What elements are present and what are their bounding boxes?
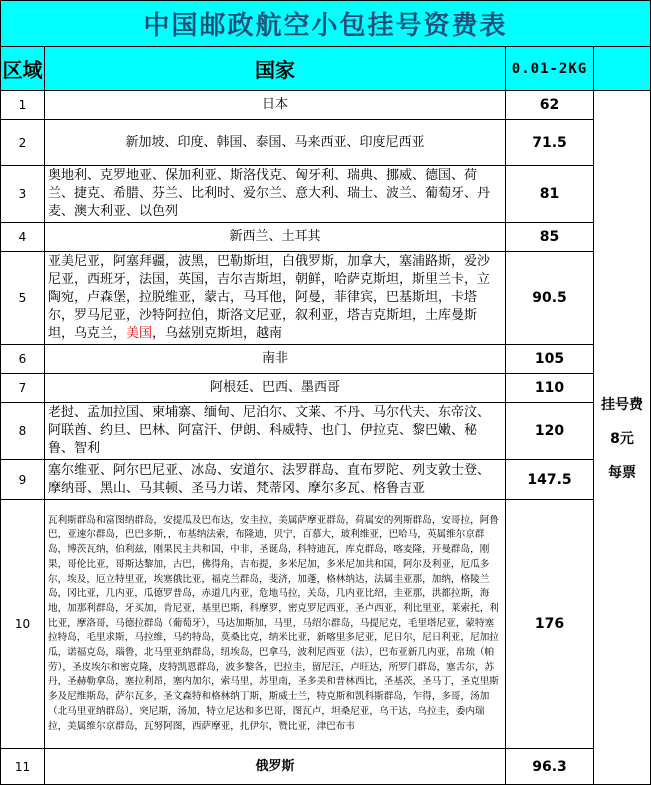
table-row — [1, 252, 651, 345]
table-row — [1, 345, 651, 374]
region-number: 5 — [1, 252, 45, 345]
country-list-part: ，乌兹别克斯坦，越南 — [152, 326, 283, 341]
region-number: 7 — [1, 374, 45, 403]
table-row — [1, 460, 651, 500]
header-weight: 0.01-2KG — [506, 47, 594, 91]
country-list: 日本 — [45, 91, 506, 120]
price-cell: 81 — [506, 166, 594, 223]
price-cell: 85 — [506, 223, 594, 252]
header-region: 区域 — [1, 47, 45, 91]
country-list: 老挝、孟加拉国、柬埔寨、缅甸、尼泊尔、文莱、不丹、马尔代夫、东帝汶、阿联酋、约旦、巴林、阿富汗、伊朗、科威特、也门、伊拉克、黎巴嫩、秘鲁、智利 — [45, 403, 506, 460]
region-number: 8 — [1, 403, 45, 460]
table-row — [1, 749, 651, 785]
country-list: 南非 — [45, 345, 506, 374]
region-number: 4 — [1, 223, 45, 252]
fee-label: 挂号费 — [601, 396, 643, 413]
region-number: 9 — [1, 460, 45, 500]
page-title: 中国邮政航空小包挂号资费表 — [1, 1, 651, 47]
table-row — [1, 403, 651, 460]
price-cell: 71.5 — [506, 120, 594, 166]
region-number: 2 — [1, 120, 45, 166]
highlighted-country: 美国 — [126, 326, 153, 341]
table-row — [1, 120, 651, 166]
country-list: 新西兰、土耳其 — [45, 223, 506, 252]
country-list: 塞尔维亚、阿尔巴尼亚、冰岛、安道尔、法罗群岛、直布罗陀、列支敦士登、摩纳哥、黑山、马其顿、圣马力诺、梵蒂冈、摩尔多瓦、格鲁吉亚 — [45, 460, 506, 500]
country-list: 阿根廷、巴西、墨西哥 — [45, 374, 506, 403]
price-cell: 176 — [506, 500, 594, 749]
price-cell: 120 — [506, 403, 594, 460]
country-list: 新加坡、印度、韩国、泰国、马来西亚、印度尼西亚 — [45, 120, 506, 166]
header-country: 国家 — [45, 47, 506, 91]
fee-unit: 每票 — [608, 464, 636, 481]
region-number: 10 — [1, 500, 45, 749]
table-row — [1, 166, 651, 223]
country-list: 瓦利斯群岛和富图纳群岛，安提瓜及巴布达，安圭拉，美属萨摩亚群岛，荷属安的列斯群岛，安哥拉，阿鲁巴，亚速尔群岛，巴巴多斯，，布基纳法索，布隆迪，贝宁，百慕大，玻利维亚，巴哈马，英属维尔京群岛，博茨瓦纳，伯利兹，刚果民主共和国，中非，圣诞岛，科特迪瓦，库克群岛，喀麦隆，开曼群岛，刚果，哥伦比亚，哥斯达黎加，古巴，佛得角，吉布提，多米尼加，多米尼加共和国，阿尔及利亚，厄瓜多尔，埃及，厄立特里亚，埃塞俄比亚，福克兰群岛，斐济，加蓬，格林纳达，法属圭亚那，加纳，格陵兰岛，冈比亚，几内亚，瓜德罗普岛，赤道几内亚，危地马拉，关岛，几内亚比绍，圭亚那，洪都拉斯，海地，加那利群岛，牙买加，肯尼亚，基里巴斯，科摩罗，密克罗尼西亚，圣卢西亚，利比里亚，莱索托，利比亚，摩洛哥，马德拉群岛（葡萄牙），马达加斯加，马里，马绍尔群岛，马提尼克，毛里塔尼亚，蒙特塞拉特岛，毛里求斯，马拉维，马约特岛，莫桑比克，纳米比亚，新喀里多尼亚，尼日尔，尼日利亚，尼加拉瓜，诺福克岛，瑙鲁，北马里亚纳群岛，纽埃岛，巴拿马，波利尼西亚（法），巴布亚新几内亚，帛琉（帕劳），圣皮埃尔和密克隆，皮特凯恩群岛，波多黎各，巴拉圭，留尼汪，卢旺达，所罗门群岛，塞舌尔，苏丹，圣赫勒拿岛，塞拉利昂，塞内加尔，索马里，苏里南，圣多美和普林西比，圣基茨，圣马丁，圣克里斯多及尼维斯岛，萨尔瓦多，圣文森特和格林纳丁斯，斯威士兰，特克斯和凯科斯群岛，乍得，多哥，汤加（北马里亚纳群岛），突尼斯，汤加，特立尼达和多巴哥，图瓦卢，坦桑尼亚，乌干达，乌拉圭，委内瑞拉，美属维尔京群岛，瓦努阿图，西萨摩亚，扎伊尔，赞比亚，津巴布韦 — [45, 500, 506, 749]
table-row — [1, 91, 651, 120]
country-list: 奥地利、克罗地亚、保加利亚、斯洛伐克、匈牙利、瑞典、挪威、德国、荷兰、捷克、希腊、芬兰、比利时、爱尔兰、意大利、瑞士、波兰、葡萄牙、丹麦、澳大利亚、以色列 — [45, 166, 506, 223]
country-list — [45, 252, 506, 345]
country-list-part: 亚美尼亚，阿塞拜疆，波黑，巴勒斯坦，白俄罗斯，加拿大，塞浦路斯，爱沙尼亚，西班牙，法国，英国，吉尔吉斯坦，朝鲜，哈萨克斯坦，斯里兰卡，立陶宛，卢森堡，拉脱维亚，蒙古，马耳他，阿曼，菲律宾，巴基斯坦，卡塔尔，罗马尼亚，沙特阿拉伯，斯洛文尼亚，叙利亚，塔吉克斯坦，土库曼斯坦，乌克兰， — [48, 254, 491, 341]
table-row — [1, 223, 651, 252]
table-row — [1, 500, 651, 749]
region-number: 11 — [1, 749, 45, 785]
fee-amount: 8元 — [610, 430, 634, 447]
price-cell: 62 — [506, 91, 594, 120]
price-cell: 90.5 — [506, 252, 594, 345]
price-cell: 147.5 — [506, 460, 594, 500]
price-cell: 96.3 — [506, 749, 594, 785]
table-row — [1, 374, 651, 403]
registration-fee-note — [594, 91, 651, 785]
region-number: 3 — [1, 166, 45, 223]
price-cell: 105 — [506, 345, 594, 374]
region-number: 1 — [1, 91, 45, 120]
header-blank — [594, 47, 651, 91]
price-cell: 110 — [506, 374, 594, 403]
region-number: 6 — [1, 345, 45, 374]
country-list: 俄罗斯 — [45, 749, 506, 785]
